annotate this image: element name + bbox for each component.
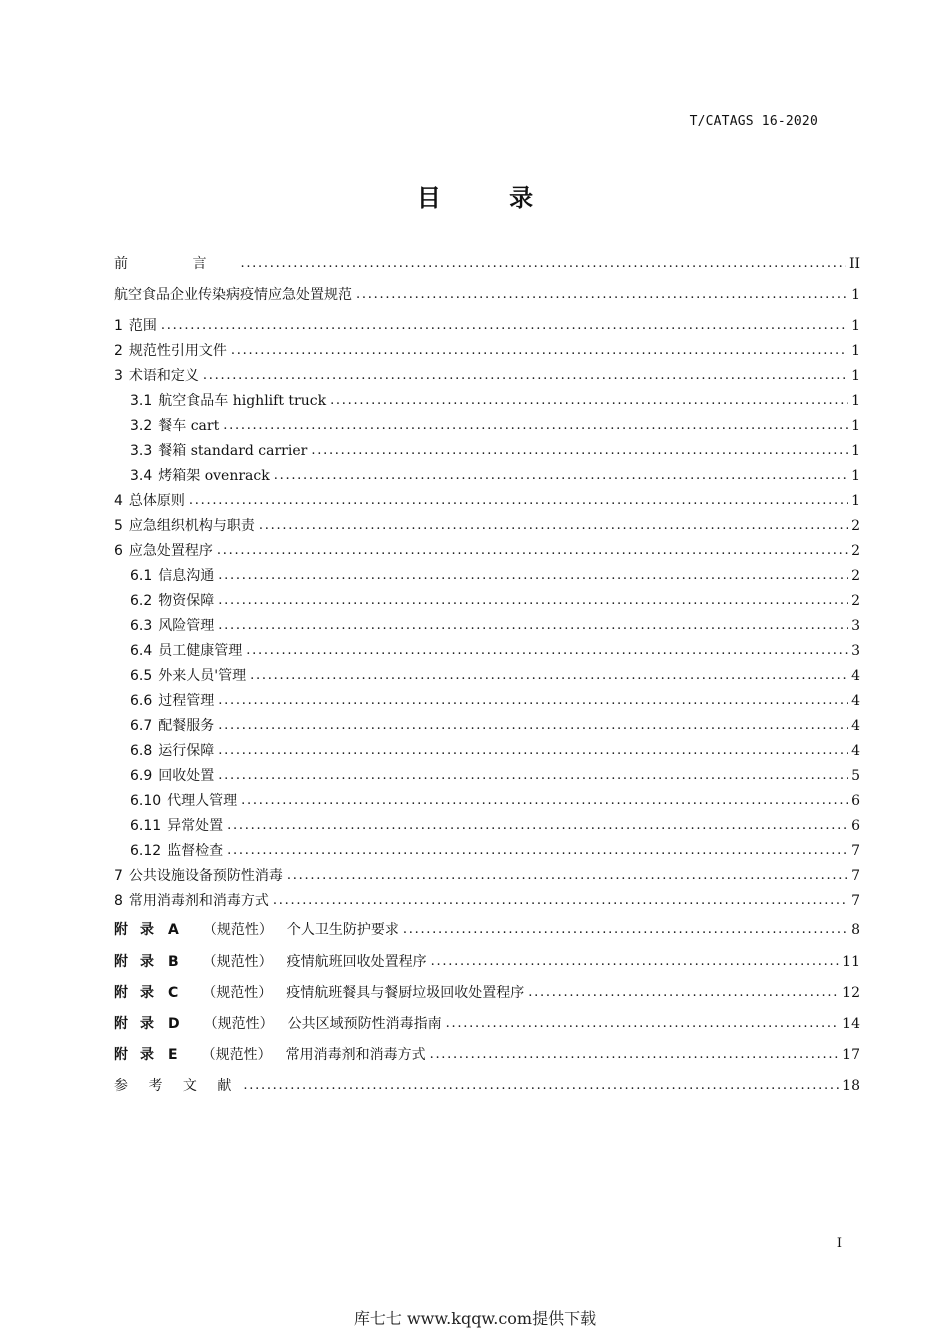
toc-entry-page: 1 xyxy=(851,368,860,384)
toc-entry[interactable] xyxy=(114,1076,860,1096)
toc-entry-number: 6.7 xyxy=(130,718,153,734)
toc-entry-title: 范围 xyxy=(128,318,157,334)
toc-entry-number: 3.4 xyxy=(130,468,153,484)
toc-entry-title: 配餐服务 xyxy=(158,718,215,734)
appendix-word: 附录 xyxy=(114,922,166,938)
appendix-title: 公共区域预防性消毒指南 xyxy=(287,1016,442,1032)
toc-entry-title: 术语和定义 xyxy=(128,368,199,384)
toc-entry-page: 3 xyxy=(851,643,860,659)
toc-entry-page: 4 xyxy=(851,668,860,684)
appendix-word: 附录 xyxy=(114,1047,166,1063)
toc-leader-dots xyxy=(240,254,845,274)
toc-entry-label xyxy=(114,952,431,972)
toc-entry-label xyxy=(114,254,240,274)
toc-entry-page: 8 xyxy=(851,922,860,938)
appendix-title: 疫情航班餐具与餐厨垃圾回收处置程序 xyxy=(286,985,525,1001)
toc-entry-label xyxy=(114,641,246,661)
toc-leader-dots xyxy=(227,841,848,861)
toc-entry-title: 航空食品车 highlift truck xyxy=(158,393,327,409)
appendix-type: （规范性） xyxy=(202,954,273,970)
toc-entry-number: 1 xyxy=(114,318,123,334)
toc-entry-title: 规范性引用文件 xyxy=(128,343,227,359)
toc-leader-dots xyxy=(218,591,848,611)
toc-entry-page: 18 xyxy=(842,1078,860,1094)
toc-entry[interactable] xyxy=(114,366,860,386)
toc-entry-page: II xyxy=(848,256,860,272)
toc-entry-page: 1 xyxy=(851,287,860,303)
toc-entry-title: 航空食品企业传染病疫情应急处置规范 xyxy=(114,287,352,303)
toc-entry-title: 餐车 cart xyxy=(158,418,220,434)
toc-entry-number: 6.1 xyxy=(130,568,153,584)
toc-leader-dots xyxy=(218,566,848,586)
toc-entry-page: 4 xyxy=(851,693,860,709)
toc-entry-label xyxy=(114,741,218,761)
appendix-letter: B xyxy=(168,954,179,970)
appendix-letter: E xyxy=(168,1047,178,1063)
toc-entry-page: 1 xyxy=(851,443,860,459)
toc-entry-title: 员工健康管理 xyxy=(158,643,243,659)
standard-code: T/CATAGS 16-2020 xyxy=(689,114,818,129)
toc-entry-title: 参 考 文 献 xyxy=(114,1078,240,1094)
toc-entry-number: 6.9 xyxy=(130,768,153,784)
toc-entry-number: 3.1 xyxy=(130,393,153,409)
toc-entry-number: 3.3 xyxy=(130,443,153,459)
toc-entry-page: 4 xyxy=(851,743,860,759)
toc-entry-label xyxy=(114,366,203,386)
toc-leader-dots xyxy=(330,391,848,411)
toc-leader-dots xyxy=(231,341,848,361)
toc-leader-dots xyxy=(218,716,848,736)
toc-entry[interactable] xyxy=(114,741,860,761)
toc-entry-page: 2 xyxy=(851,518,860,534)
toc-entry[interactable] xyxy=(114,616,860,636)
toc-entry-number: 6.3 xyxy=(130,618,153,634)
appendix-title: 疫情航班回收处置程序 xyxy=(286,954,427,970)
toc-leader-dots xyxy=(218,691,848,711)
toc-entry[interactable] xyxy=(114,1045,860,1065)
toc-entry-number: 7 xyxy=(114,868,123,884)
toc-entry[interactable] xyxy=(114,766,860,786)
toc-entry-page: 1 xyxy=(851,318,860,334)
toc-entry-page: 12 xyxy=(842,985,860,1001)
toc-entry-page: 11 xyxy=(842,954,860,970)
appendix-type: （规范性） xyxy=(203,1016,274,1032)
toc-entry-page: 1 xyxy=(851,493,860,509)
toc-entry-label xyxy=(114,616,218,636)
toc-entry-page: 7 xyxy=(851,893,860,909)
toc-entry-number: 8 xyxy=(114,893,123,909)
toc-entry-page: 2 xyxy=(851,593,860,609)
toc-entry-label xyxy=(114,691,218,711)
toc-entry-page: 1 xyxy=(851,418,860,434)
toc-leader-dots xyxy=(287,866,848,886)
appendix-type: （规范性） xyxy=(201,1047,272,1063)
toc-entry-number: 2 xyxy=(114,343,123,359)
toc-entry-label xyxy=(114,766,218,786)
appendix-word: 附录 xyxy=(114,985,166,1001)
toc-leader-dots xyxy=(430,1045,840,1065)
toc-entry[interactable] xyxy=(114,716,860,736)
toc-entry-label xyxy=(114,866,287,886)
toc-entry-label xyxy=(114,666,250,686)
toc-entry-number: 6.12 xyxy=(130,843,162,859)
toc-entry-label xyxy=(114,416,223,436)
toc-leader-dots xyxy=(250,666,848,686)
toc-entry-number: 4 xyxy=(114,493,123,509)
toc-entry-title: 风险管理 xyxy=(158,618,215,634)
toc-entry-title: 餐箱 standard carrier xyxy=(158,443,308,459)
toc-entry-label xyxy=(114,541,217,561)
appendix-letter: C xyxy=(168,985,179,1001)
toc-entry-number: 6.6 xyxy=(130,693,153,709)
toc-entry[interactable] xyxy=(114,416,860,436)
toc-leader-dots xyxy=(528,983,839,1003)
toc-entry-page: 4 xyxy=(851,718,860,734)
toc-entry-page: 2 xyxy=(851,568,860,584)
toc-entry-number: 6.11 xyxy=(130,818,162,834)
toc-entry-title: 应急组织机构与职责 xyxy=(128,518,255,534)
toc-leader-dots xyxy=(223,416,848,436)
appendix-letter: D xyxy=(168,1016,180,1032)
toc-entry[interactable] xyxy=(114,316,860,336)
toc-entry-label xyxy=(114,316,161,336)
toc-entry-title: 烤箱架 ovenrack xyxy=(158,468,270,484)
toc-entry-page: 1 xyxy=(851,343,860,359)
toc-entry-title: 过程管理 xyxy=(158,693,215,709)
page-number: I xyxy=(836,1236,842,1251)
toc-entry-number: 6 xyxy=(114,543,123,559)
toc-leader-dots xyxy=(227,816,848,836)
toc-entry-label xyxy=(114,983,528,1003)
toc-entry-label xyxy=(114,816,227,836)
appendix-type: （规范性） xyxy=(202,922,273,938)
toc-entry-label xyxy=(114,466,274,486)
toc-leader-dots xyxy=(274,466,848,486)
toc-leader-dots xyxy=(259,516,848,536)
toc-entry[interactable] xyxy=(114,816,860,836)
toc-entry-page: 5 xyxy=(851,768,860,784)
page-title: 目 录 xyxy=(416,184,564,212)
toc-entry-label xyxy=(114,491,189,511)
toc-entry[interactable] xyxy=(114,591,860,611)
toc-entry[interactable] xyxy=(114,920,860,940)
toc-entry-number: 6.8 xyxy=(130,743,153,759)
appendix-word: 附录 xyxy=(114,954,166,970)
toc-entry[interactable] xyxy=(114,466,860,486)
toc-entry[interactable] xyxy=(114,1014,860,1034)
toc-entry-number: 6.4 xyxy=(130,643,153,659)
toc-entry[interactable] xyxy=(114,285,860,305)
toc-entry[interactable] xyxy=(114,691,860,711)
toc-entry[interactable] xyxy=(114,891,860,911)
toc-entry-number: 5 xyxy=(114,518,123,534)
appendix-word: 附录 xyxy=(114,1016,166,1032)
toc-leader-dots xyxy=(218,766,848,786)
toc-entry-label xyxy=(114,1076,243,1096)
toc-entry-label xyxy=(114,1045,430,1065)
toc-entry-number: 3.2 xyxy=(130,418,153,434)
toc-entry-label xyxy=(114,441,311,461)
toc-entry-label xyxy=(114,391,330,411)
toc-entry-title: 监督检查 xyxy=(167,843,224,859)
toc-entry[interactable] xyxy=(114,516,860,536)
toc-entry-page: 1 xyxy=(851,393,860,409)
toc-entry-page: 6 xyxy=(851,793,860,809)
toc-entry-title: 常用消毒剂和消毒方式 xyxy=(128,893,269,909)
toc-leader-dots xyxy=(446,1014,840,1034)
toc-leader-dots xyxy=(189,491,848,511)
toc-entry[interactable] xyxy=(114,791,860,811)
toc-entry-number: 6.2 xyxy=(130,593,153,609)
toc-entry-label xyxy=(114,791,241,811)
footer-watermark: 库七七 www.kqqw.com提供下载 xyxy=(353,1309,597,1328)
toc-entry-page: 6 xyxy=(851,818,860,834)
toc-entry-label xyxy=(114,591,218,611)
toc-leader-dots xyxy=(161,316,848,336)
toc-entry-page: 17 xyxy=(842,1047,860,1063)
toc-leader-dots xyxy=(311,441,848,461)
toc-entry-page: 14 xyxy=(842,1016,860,1032)
toc-entry-title: 总体原则 xyxy=(128,493,185,509)
toc-entry-label xyxy=(114,1014,446,1034)
toc-entry[interactable] xyxy=(114,341,860,361)
toc-entry[interactable] xyxy=(114,641,860,661)
toc-entry-title: 回收处置 xyxy=(158,768,215,784)
toc-entry-label xyxy=(114,516,259,536)
toc-leader-dots xyxy=(203,366,848,386)
toc-entry-title: 信息沟通 xyxy=(158,568,215,584)
toc-leader-dots xyxy=(431,952,840,972)
toc-leader-dots xyxy=(273,891,848,911)
toc-leader-dots xyxy=(403,920,848,940)
toc-leader-dots xyxy=(218,616,848,636)
toc-leader-dots xyxy=(217,541,848,561)
toc-entry-number: 6.5 xyxy=(130,668,153,684)
toc-entry-page: 7 xyxy=(851,868,860,884)
toc-entry[interactable] xyxy=(114,441,860,461)
toc-entry[interactable] xyxy=(114,866,860,886)
appendix-type: （规范性） xyxy=(202,985,273,1001)
toc-entry[interactable] xyxy=(114,566,860,586)
toc-entry-label xyxy=(114,716,218,736)
toc-entry-title: 异常处置 xyxy=(167,818,224,834)
appendix-title: 个人卫生防护要求 xyxy=(286,922,399,938)
toc-leader-dots xyxy=(218,741,848,761)
toc-entry-title: 外来人员'管理 xyxy=(158,668,247,684)
toc-entry-number: 6.10 xyxy=(130,793,162,809)
toc-entry-label xyxy=(114,566,218,586)
toc-entry[interactable] xyxy=(114,666,860,686)
toc-entry-title: 应急处置程序 xyxy=(128,543,213,559)
appendix-title: 常用消毒剂和消毒方式 xyxy=(285,1047,426,1063)
toc-leader-dots xyxy=(241,791,848,811)
toc-leader-dots xyxy=(243,1076,839,1096)
toc-entry-label xyxy=(114,891,273,911)
toc-entry-title: 代理人管理 xyxy=(167,793,238,809)
toc-entry-title: 物资保障 xyxy=(158,593,215,609)
toc-entry-title: 前 言 xyxy=(114,256,237,272)
toc-entry-title: 公共设施设备预防性消毒 xyxy=(128,868,283,884)
toc-entry-title: 运行保障 xyxy=(158,743,215,759)
toc-entry-page: 7 xyxy=(851,843,860,859)
toc-entry-page: 1 xyxy=(851,468,860,484)
toc-entry-label xyxy=(114,285,356,305)
toc-leader-dots xyxy=(246,641,848,661)
toc-entry-page: 2 xyxy=(851,543,860,559)
toc-entry[interactable] xyxy=(114,541,860,561)
toc-entry[interactable] xyxy=(114,391,860,411)
appendix-letter: A xyxy=(168,922,179,938)
toc-entry[interactable] xyxy=(114,254,860,274)
toc-entry[interactable] xyxy=(114,952,860,972)
toc-entry-page: 3 xyxy=(851,618,860,634)
toc-entry[interactable] xyxy=(114,983,860,1003)
toc-entry[interactable] xyxy=(114,841,860,861)
toc-entry-number: 3 xyxy=(114,368,123,384)
toc-entry-label xyxy=(114,341,231,361)
toc-entry-label xyxy=(114,841,227,861)
toc-entry[interactable] xyxy=(114,491,860,511)
toc-leader-dots xyxy=(356,285,848,305)
toc-entry-label xyxy=(114,920,403,940)
